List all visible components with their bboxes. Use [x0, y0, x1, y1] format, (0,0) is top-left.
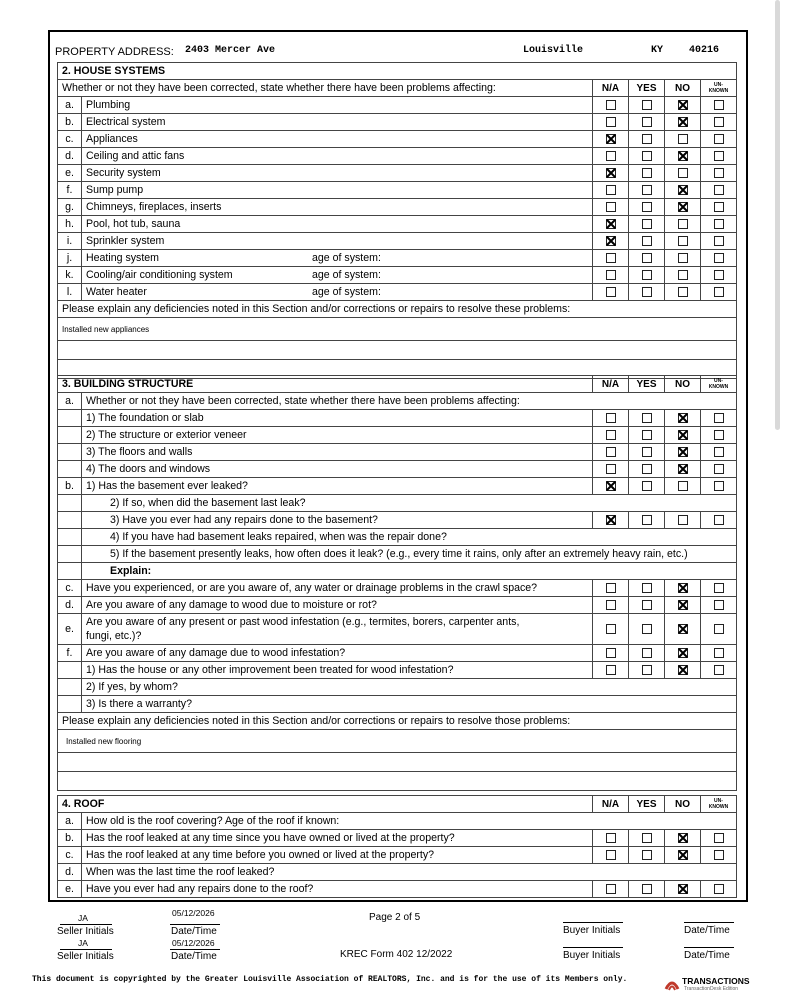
checkbox-na[interactable] — [606, 624, 616, 634]
address-zip: 40216 — [689, 45, 720, 56]
checkbox-unknown[interactable] — [714, 168, 724, 178]
checkbox-no[interactable] — [678, 648, 688, 658]
checkbox-unknown[interactable] — [714, 481, 724, 491]
checkbox-unknown[interactable] — [714, 413, 724, 423]
checkbox-unknown[interactable] — [714, 100, 724, 110]
copyright-notice: This document is copyrighted by the Greater Louisville Association of REALTORS, Inc. and is for the use of its Members only. — [32, 975, 628, 984]
checkbox-no[interactable] — [678, 134, 688, 144]
checkbox-no[interactable] — [678, 117, 688, 127]
address-street: 2403 Mercer Ave — [185, 45, 276, 56]
checkbox-yes[interactable] — [642, 219, 652, 229]
structure-row — [58, 427, 737, 444]
system-row — [58, 233, 737, 250]
checkbox-na[interactable] — [606, 202, 616, 212]
transactions-logo-icon — [664, 977, 680, 993]
structure-label: 4) The doors and windows — [82, 461, 593, 478]
system-row — [58, 182, 737, 199]
checkbox-yes[interactable] — [642, 236, 652, 246]
checkbox-yes[interactable] — [642, 287, 652, 297]
checkbox-yes[interactable] — [642, 151, 652, 161]
col-no: NO — [665, 80, 701, 97]
question-f1: 1) Has the house or any other improvement been treated for wood infestation? — [82, 662, 593, 679]
checkbox-na[interactable] — [606, 253, 616, 263]
item-letter: j. — [58, 250, 82, 267]
explain-line[interactable] — [58, 341, 737, 360]
explain-answer[interactable]: Installed new appliances — [58, 318, 737, 341]
checkbox-yes[interactable] — [642, 100, 652, 110]
checkbox-unknown[interactable] — [714, 430, 724, 440]
checkbox-unknown[interactable] — [714, 515, 724, 525]
checkbox-na[interactable] — [606, 884, 616, 894]
explain-line[interactable] — [58, 753, 737, 772]
checkbox-yes[interactable] — [642, 413, 652, 423]
checkbox-na[interactable] — [606, 430, 616, 440]
checkbox-na[interactable] — [606, 134, 616, 144]
checkbox-no[interactable] — [678, 413, 688, 423]
address-label: PROPERTY ADDRESS: — [55, 46, 174, 58]
checkbox-na[interactable] — [606, 270, 616, 280]
col-unknown: UN- KNOWN — [701, 796, 737, 813]
checkbox-no[interactable] — [678, 850, 688, 860]
system-row — [58, 267, 737, 284]
section-intro: Whether or not they have been corrected, state whether there have been problems affecting: — [82, 393, 737, 410]
checkbox-unknown[interactable] — [714, 583, 724, 593]
checkbox-na[interactable] — [606, 117, 616, 127]
checkbox-yes[interactable] — [642, 624, 652, 634]
checkbox-unknown[interactable] — [714, 151, 724, 161]
col-unknown: UN- KNOWN — [701, 80, 737, 97]
checkbox-no[interactable] — [678, 168, 688, 178]
system-row — [58, 199, 737, 216]
section-title: 3. BUILDING STRUCTURE — [58, 376, 593, 393]
system-label: Pool, hot tub, sauna — [86, 217, 181, 230]
question-c: Has the roof leaked at any time before you owned or lived at the property? — [82, 847, 593, 864]
checkbox-no[interactable] — [678, 515, 688, 525]
question-f2: 2) If yes, by whom? — [82, 679, 737, 696]
transactions-logo — [664, 976, 764, 996]
col-yes: YES — [629, 80, 665, 97]
checkbox-no[interactable] — [678, 624, 688, 634]
item-letter: d. — [58, 148, 82, 165]
item-letter: i. — [58, 233, 82, 250]
checkbox-na[interactable] — [606, 665, 616, 675]
system-row — [58, 114, 737, 131]
checkbox-no[interactable] — [678, 236, 688, 246]
checkbox-na[interactable] — [606, 833, 616, 843]
checkbox-no[interactable] — [678, 464, 688, 474]
checkbox-no[interactable] — [678, 583, 688, 593]
checkbox-na[interactable] — [606, 464, 616, 474]
checkbox-na[interactable] — [606, 168, 616, 178]
scrollbar[interactable] — [775, 0, 780, 430]
checkbox-yes[interactable] — [642, 253, 652, 263]
system-label: Ceiling and attic fans — [86, 149, 185, 162]
checkbox-no[interactable] — [678, 185, 688, 195]
checkbox-yes[interactable] — [642, 168, 652, 178]
structure-label: 2) The structure or exterior veneer — [82, 427, 593, 444]
question-d: When was the last time the roof leaked? — [82, 864, 737, 881]
checkbox-yes[interactable] — [642, 665, 652, 675]
system-label: Plumbing — [86, 98, 131, 111]
checkbox-unknown[interactable] — [714, 833, 724, 843]
checkbox-yes[interactable] — [642, 430, 652, 440]
checkbox-no[interactable] — [678, 253, 688, 263]
question-b3: 3) Have you ever had any repairs done to the basement? — [82, 512, 593, 529]
checkbox-yes[interactable] — [642, 600, 652, 610]
col-yes: YES — [629, 376, 665, 393]
checkbox-na[interactable] — [606, 583, 616, 593]
system-row — [58, 284, 737, 301]
question-b5: 5) If the basement presently leaks, how often does it leak? (e.g., every time it rains, only after an extremely heavy rain, etc.) — [82, 546, 737, 563]
explain-prompt: Please explain any deficiencies noted in this Section and/or corrections or repairs to resolve these problems: — [58, 301, 737, 318]
checkbox-yes[interactable] — [642, 185, 652, 195]
checkbox-yes[interactable] — [642, 833, 652, 843]
question-b2: 2) If so, when did the basement last leak? — [82, 495, 737, 512]
section-house-systems — [57, 62, 737, 379]
col-yes: YES — [629, 796, 665, 813]
seller-date-value[interactable]: 05/12/2026 — [172, 908, 215, 918]
checkbox-unknown[interactable] — [714, 665, 724, 675]
buyer-date-label: Date/Time — [684, 925, 730, 936]
checkbox-unknown[interactable] — [714, 850, 724, 860]
checkbox-unknown[interactable] — [714, 447, 724, 457]
explain-label: Explain: — [82, 563, 737, 580]
structure-row — [58, 461, 737, 478]
checkbox-unknown[interactable] — [714, 185, 724, 195]
checkbox-no[interactable] — [678, 287, 688, 297]
checkbox-yes[interactable] — [642, 583, 652, 593]
col-na: N/A — [593, 796, 629, 813]
checkbox-na[interactable] — [606, 600, 616, 610]
buyer-date-label: Date/Time — [684, 950, 730, 961]
checkbox-yes[interactable] — [642, 464, 652, 474]
col-na: N/A — [593, 376, 629, 393]
checkbox-unknown[interactable] — [714, 600, 724, 610]
checkbox-na[interactable] — [606, 185, 616, 195]
address-city: Louisville — [523, 45, 584, 56]
checkbox-no[interactable] — [678, 665, 688, 675]
checkbox-na[interactable] — [606, 151, 616, 161]
address-state: KY — [651, 45, 664, 56]
property-address — [55, 44, 745, 60]
item-letter: l. — [58, 284, 82, 301]
checkbox-unknown[interactable] — [714, 270, 724, 280]
age-of-system-label: age of system: — [312, 251, 381, 264]
question-e: Are you aware of any present or past wood infestation (e.g., termites, borers, carpenter ants, fungi, etc.)? — [82, 614, 593, 645]
date-label: Date/Time — [171, 951, 217, 962]
checkbox-yes[interactable] — [642, 117, 652, 127]
col-no: NO — [665, 376, 701, 393]
system-label: Cooling/air conditioning system — [86, 268, 233, 281]
system-label: Electrical system — [86, 115, 166, 128]
system-label: Water heater — [86, 285, 147, 298]
checkbox-no[interactable] — [678, 447, 688, 457]
system-row — [58, 97, 737, 114]
section-title: 4. ROOF — [58, 796, 593, 813]
item-letter: a. — [58, 393, 82, 410]
structure-label: 1) The foundation or slab — [82, 410, 593, 427]
system-row — [58, 148, 737, 165]
checkbox-na[interactable] — [606, 515, 616, 525]
section-title: 2. HOUSE SYSTEMS — [58, 63, 737, 80]
checkbox-yes[interactable] — [642, 515, 652, 525]
system-row — [58, 250, 737, 267]
question-b1: 1) Has the basement ever leaked? — [82, 478, 593, 495]
seller-initials-label: Seller Initials — [57, 951, 114, 962]
checkbox-unknown[interactable] — [714, 884, 724, 894]
explain-answer[interactable]: Installed new flooring — [58, 730, 737, 753]
buyer-initials-label: Buyer Initials — [563, 925, 621, 936]
explain-line[interactable] — [58, 772, 737, 791]
logo-text: TRANSACTIONS — [682, 976, 750, 986]
system-row — [58, 165, 737, 182]
checkbox-unknown[interactable] — [714, 236, 724, 246]
system-label: Security system — [86, 166, 161, 179]
checkbox-no[interactable] — [678, 202, 688, 212]
checkbox-unknown[interactable] — [714, 202, 724, 212]
system-label: Chimneys, fireplaces, inserts — [86, 200, 222, 213]
item-letter: a. — [58, 97, 82, 114]
buyer-initials-label: Buyer Initials — [563, 950, 621, 961]
checkbox-no[interactable] — [678, 100, 688, 110]
system-label: Sump pump — [86, 183, 144, 196]
structure-row — [58, 410, 737, 427]
item-letter: f. — [58, 182, 82, 199]
seller-date-value[interactable]: 05/12/2026 — [172, 938, 215, 948]
checkbox-na[interactable] — [606, 447, 616, 457]
checkbox-yes[interactable] — [642, 648, 652, 658]
item-letter: b. — [58, 478, 82, 495]
question-a: How old is the roof covering? Age of the roof if known: — [82, 813, 737, 830]
checkbox-yes[interactable] — [642, 447, 652, 457]
question-c: Have you experienced, or are you aware of, any water or drainage problems in the crawl space? — [82, 580, 593, 597]
question-f: Are you aware of any damage due to wood infestation? — [82, 645, 593, 662]
age-of-system-label: age of system: — [312, 268, 381, 281]
checkbox-unknown[interactable] — [714, 287, 724, 297]
section-intro: Whether or not they have been corrected, state whether there have been problems affecting: — [58, 80, 593, 97]
col-unknown: UN- KNOWN — [701, 376, 737, 393]
system-row — [58, 216, 737, 233]
item-letter: e. — [58, 165, 82, 182]
system-label: Heating system — [86, 251, 160, 264]
seller-initials-value[interactable]: JA — [78, 938, 88, 948]
item-letter: b. — [58, 114, 82, 131]
explain-prompt: Please explain any deficiencies noted in this Section and/or corrections or repairs to resolve those problems: — [58, 713, 737, 730]
structure-row — [58, 444, 737, 461]
checkbox-unknown[interactable] — [714, 648, 724, 658]
section-roof: 4. ROOF N/A YES NO UN- KNOWN a. How old is the roof covering? Age of the roof if known: b. Has the roof leaked at any time since you have owned or lived at the property? c. Has the roof leaked at any time before you owned or lived at the property? d. When was the last time the roof leaked? e. Have you ever had any repairs done to the roof? — [57, 795, 737, 898]
system-row — [58, 131, 737, 148]
col-no: NO — [665, 796, 701, 813]
form-number: KREC Form 402 12/2022 — [340, 949, 453, 960]
checkbox-na[interactable] — [606, 850, 616, 860]
checkbox-no[interactable] — [678, 151, 688, 161]
seller-initials-value[interactable]: JA — [78, 913, 88, 923]
checkbox-na[interactable] — [606, 236, 616, 246]
checkbox-na[interactable] — [606, 287, 616, 297]
checkbox-unknown[interactable] — [714, 219, 724, 229]
checkbox-unknown[interactable] — [714, 624, 724, 634]
checkbox-na[interactable] — [606, 648, 616, 658]
item-letter: k. — [58, 267, 82, 284]
checkbox-no[interactable] — [678, 270, 688, 280]
checkbox-no[interactable] — [678, 833, 688, 843]
checkbox-yes[interactable] — [642, 481, 652, 491]
checkbox-no[interactable] — [678, 884, 688, 894]
checkbox-no[interactable] — [678, 219, 688, 229]
section-building-structure: 3. BUILDING STRUCTURE N/A YES NO UN- KNOWN a. Whether or not they have been corrected, state whether there have been problems affecting: 1) The foundation or slab 2) The structure or exterior veneer 3) The floors and walls 4) The doors and windows b. 1) Has the basement ever leaked? 2) If so, when did the basement last leak? 3) Have you ever had any repairs done to the basement? 4) If you have had basement leaks repaired, when was the repair done? 5) If the basement presently leaks, how often does it leak? (e.g., every time it rains, only after an extremely heavy rain, etc.) Explain: c. Have you experienced, or are you aware of, any water or drainage problems in the crawl space? d. Are you aware of any damage to wood due to moisture or rot? e. Are you aware of any present or past wood infestation (e.g., termites, borers, carpenter ants, fungi, etc.)? f. Are you aware of any damage due to wood infestation? 1) Has the house or any other improvement been treated for wood infestation? 2) If yes, by whom? 3) Is there a warranty? Please explain any deficiencies noted in this Section and/or corrections or repairs to resolve those problems: Installed new flooring — [57, 375, 737, 791]
item-letter: g. — [58, 199, 82, 216]
seller-initials-label: Seller Initials — [57, 926, 114, 937]
checkbox-yes[interactable] — [642, 850, 652, 860]
checkbox-yes[interactable] — [642, 202, 652, 212]
checkbox-unknown[interactable] — [714, 253, 724, 263]
checkbox-na[interactable] — [606, 100, 616, 110]
logo-subtext: TransactionDesk Edition — [684, 986, 739, 992]
checkbox-unknown[interactable] — [714, 134, 724, 144]
question-b: Has the roof leaked at any time since you have owned or lived at the property? — [82, 830, 593, 847]
page-number: Page 2 of 5 — [369, 912, 421, 923]
checkbox-na[interactable] — [606, 413, 616, 423]
col-na: N/A — [593, 80, 629, 97]
question-b4: 4) If you have had basement leaks repaired, when was the repair done? — [82, 529, 737, 546]
checkbox-unknown[interactable] — [714, 117, 724, 127]
checkbox-unknown[interactable] — [714, 464, 724, 474]
structure-label: 3) The floors and walls — [82, 444, 593, 461]
checkbox-yes[interactable] — [642, 134, 652, 144]
item-letter: h. — [58, 216, 82, 233]
checkbox-no[interactable] — [678, 600, 688, 610]
system-label: Appliances — [86, 132, 138, 145]
checkbox-na[interactable] — [606, 219, 616, 229]
checkbox-na[interactable] — [606, 481, 616, 491]
checkbox-yes[interactable] — [642, 270, 652, 280]
checkbox-yes[interactable] — [642, 884, 652, 894]
system-label: Sprinkler system — [86, 234, 165, 247]
date-label: Date/Time — [171, 926, 217, 937]
age-of-system-label: age of system: — [312, 285, 381, 298]
checkbox-no[interactable] — [678, 481, 688, 491]
checkbox-no[interactable] — [678, 430, 688, 440]
question-e: Have you ever had any repairs done to the roof? — [82, 881, 593, 898]
question-f3: 3) Is there a warranty? — [82, 696, 737, 713]
question-d: Are you aware of any damage to wood due to moisture or rot? — [82, 597, 593, 614]
item-letter: c. — [58, 131, 82, 148]
